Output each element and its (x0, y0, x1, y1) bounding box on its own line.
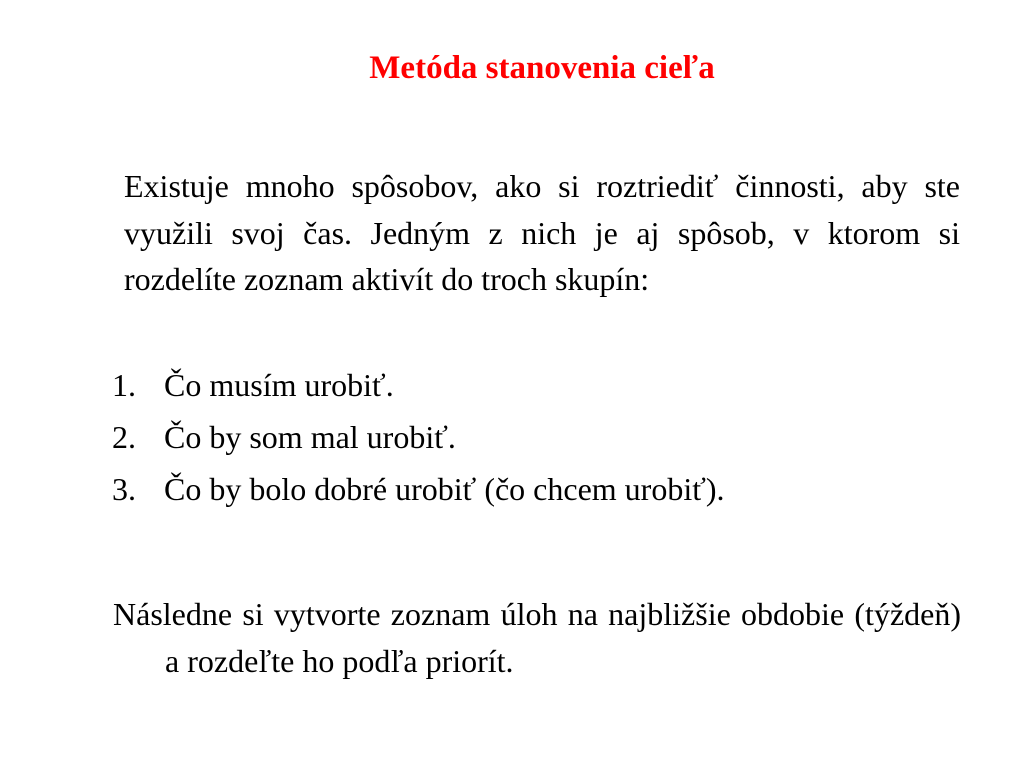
intro-paragraph: Existuje mnoho spôsobov, ako si roztriediť činnosti, aby ste využili svoj čas. Jedným z nich je aj spôsob, v ktorom si rozdelíte zoznam aktivít do troch skupín: (124, 168, 960, 297)
slide-title: Metóda stanovenia cieľa (369, 50, 715, 86)
list-item-number: 3. (112, 471, 136, 507)
outro-paragraph: Následne si vytvorte zoznam úloh na najbližšie obdobie (týždeň) a rozdeľte ho podľa priorít. (113, 596, 961, 679)
list-item-number: 1. (112, 367, 136, 403)
list-item-number: 2. (112, 419, 136, 455)
list-item-text: Čo by som mal urobiť. (164, 419, 456, 455)
list-item (112, 360, 972, 410)
list-item (112, 412, 972, 462)
list-item (112, 464, 972, 514)
priority-list (112, 360, 972, 516)
list-item-text: Čo musím urobiť. (164, 367, 394, 403)
list-item-text: Čo by bolo dobré urobiť (čo chcem urobiť). (164, 471, 725, 507)
